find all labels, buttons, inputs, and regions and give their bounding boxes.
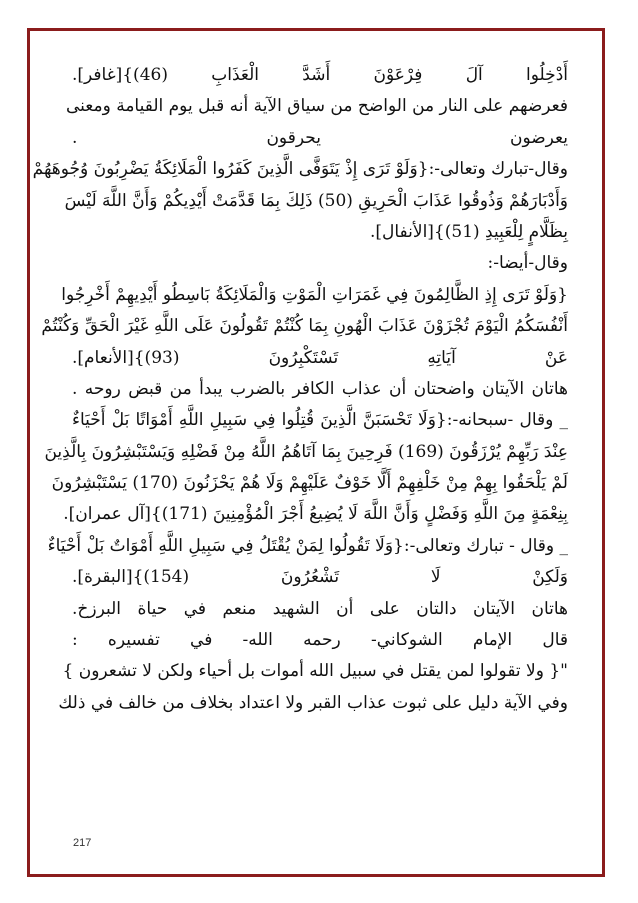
text-line-9: أَنْفُسَكُمُ الْيَوْمَ تُجْزَوْنَ عَذَابَ الْهُونِ بِمَا كُنْتُمْ تَقُولُونَ عَلَى اللَّهِ غَيْرَ الْحَقِّ وَكُنْتُمْ [41,316,568,337]
text-line-19: قال الإمام الشوكاني- رحمه الله- في تفسيره : [72,630,568,651]
text-line-3: يعرضون يحرقون . [72,127,568,148]
text-line-15: بِنِعْمَةٍ مِنَ اللَّهِ وَفَضْلٍ وَأَنَّ اللَّهَ لَا يُضِيعُ أَجْرَ الْمُؤْمِنِينَ (171)}[آل عمران]. [63,504,568,525]
text-line-17: وَلَكِنْ لَا تَشْعُرُونَ (154)}[البقرة]. [72,567,568,588]
text-line-20: "{ ولا تقولوا لمن يقتل في سبيل الله أموات بل أحياء ولكن لا تشعرون } [62,661,568,682]
text-line-4: وقال-تبارك وتعالى-:{وَلَوْ تَرَى إِذْ يَتَوَفَّى الَّذِينَ كَفَرُوا الْمَلَائِكَةُ يَضْرِبُونَ وُجُوهَهُمْ [32,159,568,180]
text-line-7: وقال-أيضا-: [487,253,568,274]
page-number: 217 [73,837,92,849]
text-line-12: _ وقال -سبحانه-:{وَلَا تَحْسَبَنَّ الَّذِينَ قُتِلُوا فِي سَبِيلِ اللَّهِ أَمْوَاتًا بَلْ أَحْيَاءٌ [72,410,568,431]
text-line-10: عَنْ آيَاتِهِ تَسْتَكْبِرُونَ (93)}[الأنعام]. [72,347,568,368]
text-line-14: لَمْ يَلْحَقُوا بِهِمْ مِنْ خَلْفِهِمْ أَلَّا خَوْفٌ عَلَيْهِمْ وَلَا هُمْ يَحْزَنُونَ (170) يَسْتَبْشِرُونَ [51,473,568,494]
text-line-13: عِنْدَ رَبِّهِمْ يُرْزَقُونَ (169) فَرِحِينَ بِمَا آتَاهُمُ اللَّهُ مِنْ فَضْلِهِ وَيَسْتَبْشِرُونَ بِالَّذِينَ [44,441,568,462]
text-line-11: هاتان الآيتان واضحتان أن عذاب الكافر بالضرب يبدأ من قبض روحه . [72,378,568,399]
text-line-21: وفي الآية دليل على ثبوت عذاب القبر ولا اعتداد بخلاف من خالف في ذلك [58,692,568,713]
text-line-2: فعرضهم على النار من الواضح من سياق الآية أنه قبل يوم القيامة ومعنى [65,96,568,117]
text-line-1: أَدْخِلُوا آلَ فِرْعَوْنَ أَشَدَّ الْعَذَابِ (46)}[غافر]. [72,65,568,85]
text-line-8: {وَلَوْ تَرَى إِذِ الظَّالِمُونَ فِي غَمَرَاتِ الْمَوْتِ وَالْمَلَائِكَةُ بَاسِطُو أَيْدِيهِمْ أَخْرِجُوا [61,284,568,305]
arabic-text-body [32,60,568,719]
text-line-5: وَأَدْبَارَهُمْ وَذُوقُوا عَذَابَ الْحَرِيقِ (50) ذَلِكَ بِمَا قَدَّمَتْ أَيْدِيكُمْ وَأَنَّ اللَّهَ لَيْسَ [64,190,568,211]
text-line-16: _ وقال - تبارك وتعالى-:{وَلَا تَقُولُوا لِمَنْ يُقْتَلُ فِي سَبِيلِ اللَّهِ أَمْوَاتٌ بَلْ أَحْيَاءٌ [47,535,568,556]
text-line-6: بِظَلَّامٍ لِلْعَبِيدِ (51)}[الأنفال]. [369,221,568,242]
text-line-18: هاتان الآيتان دالتان على أن الشهيد منعم في حياة البرزخ. [72,598,568,619]
